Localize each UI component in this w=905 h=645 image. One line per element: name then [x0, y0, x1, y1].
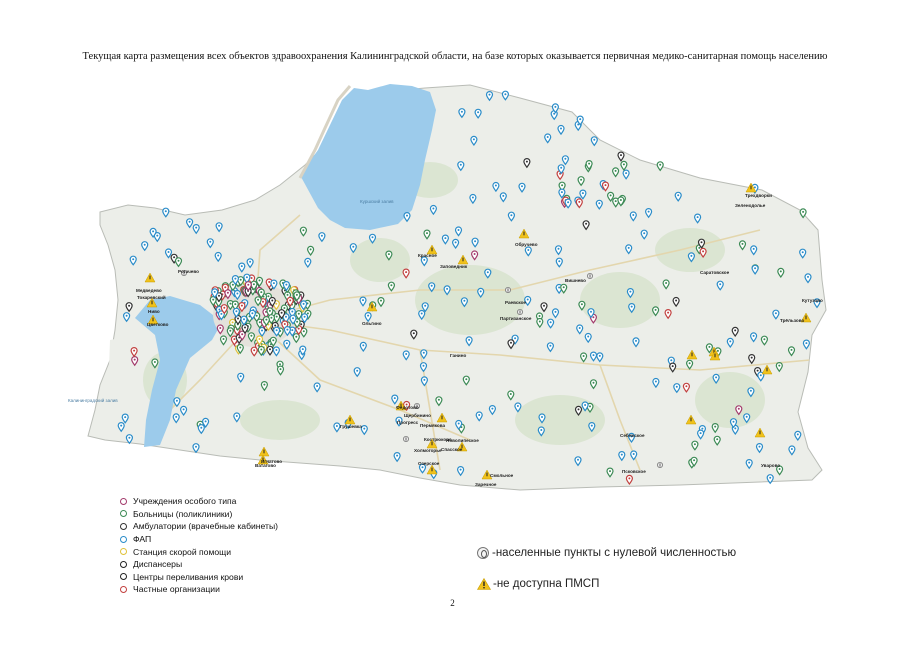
settlement-label: Трёльзово: [780, 318, 805, 323]
water-label-curonian: Куршский залив: [360, 199, 394, 204]
settlement-label: Трехдворки: [745, 193, 772, 198]
settlement-label: Псковское: [622, 469, 646, 474]
warning-triangle-icon: [477, 578, 491, 590]
settlement-label: Токаревский: [137, 295, 166, 300]
legend-color-ring-icon: [120, 498, 127, 505]
settlement-label: Игнатово: [261, 459, 283, 464]
legend-label: Учреждения особого типа: [133, 496, 237, 507]
legend-item: [120, 495, 278, 508]
settlement-label: Ниво: [148, 309, 160, 314]
zero-population-icon[interactable]: [657, 462, 662, 467]
settlement-label: Холмогорье: [414, 448, 442, 453]
settlement-label: Кутузово: [802, 298, 823, 303]
legend-label: Станция скорой помощи: [133, 546, 232, 557]
legend-color-ring-icon: [120, 523, 127, 530]
settlement-label: Медведево: [136, 288, 162, 293]
zero-population-icon[interactable]: [403, 436, 408, 441]
legend-item: [120, 571, 278, 584]
legend-color-ring-icon: [120, 561, 127, 568]
legend-label: ФАП: [133, 534, 152, 545]
settlement-label: Кострюково: [424, 437, 452, 442]
settlement-label: Раевское: [505, 300, 526, 305]
settlement-label: Смольное: [490, 473, 514, 478]
zero-population-legend-item: [477, 537, 736, 568]
settlement-label: Заповедник: [440, 264, 468, 269]
zero-population-legend-label: -населенные пункты с нулевой численностью: [492, 546, 737, 559]
legend-color-ring-icon: [120, 573, 127, 580]
no-pmsp-legend-label: -не доступна ПМСП: [493, 577, 600, 590]
settlement-label: Рогачево: [178, 269, 199, 274]
legend-label: Больницы (поликлиники): [133, 508, 233, 519]
settlement-label: Цветково: [147, 322, 169, 327]
settlement-label: Зеленодолье: [735, 203, 766, 208]
settlement-label: Ватагово: [255, 463, 276, 468]
legend-item: [120, 545, 278, 558]
settlement-label: Уварово: [761, 463, 781, 468]
legend-label: Диспансеры: [133, 559, 183, 570]
legend-color-ring-icon: [120, 548, 127, 555]
symbol-legend: [477, 537, 736, 599]
settlement-label: Партизанское: [500, 316, 532, 321]
zero-population-icon: [477, 547, 489, 559]
settlement-label: Прогресс: [397, 420, 419, 425]
legend-item: [120, 520, 278, 533]
zero-population-icon[interactable]: [505, 287, 510, 292]
settlement-label: Заречное: [475, 482, 497, 487]
settlement-label: Саратовское: [700, 270, 730, 275]
zero-population-icon[interactable]: [517, 309, 522, 314]
settlement-label: Пермякова: [420, 423, 446, 428]
page-number: 2: [450, 598, 455, 608]
settlement-label: Грушевка: [340, 424, 362, 429]
legend-color-ring-icon: [120, 510, 127, 517]
settlement-label: Вишнево: [565, 278, 586, 283]
water-label-calinin: Калининградский залив: [68, 398, 118, 403]
settlement-label: Обручево: [515, 242, 538, 247]
legend-item: [120, 583, 278, 596]
settlement-label: Озерское: [418, 461, 440, 466]
legend-label: Центры переливания крови: [133, 571, 244, 582]
settlement-label: Красное: [418, 253, 437, 258]
legend-item: [120, 533, 278, 546]
settlement-label: Ганино: [450, 353, 467, 358]
legend-item: [120, 508, 278, 521]
no-pmsp-legend-item: [477, 568, 736, 599]
legend-item: [120, 558, 278, 571]
legend-color-ring-icon: [120, 586, 127, 593]
legend-color-ring-icon: [120, 536, 127, 543]
settlement-label: Спасское: [441, 447, 463, 452]
legend-label: Частные организации: [133, 584, 220, 595]
zero-population-icon[interactable]: [587, 273, 592, 278]
settlement-label: Ольгино: [362, 321, 382, 326]
page-title: Текущая карта размещения всех объектов здравоохранения Калининградской области, на базе которых оказывается первичная медико-санитарная помощь населению: [82, 51, 828, 62]
settlement-label: Щербинино: [404, 413, 431, 418]
settlement-label: Федотово: [396, 405, 419, 410]
settlement-label: Новолипеское: [446, 438, 479, 443]
facility-legend: [120, 495, 278, 596]
settlement-label: Себежское: [620, 433, 645, 438]
legend-label: Амбулатории (врачебные кабинеты): [133, 521, 279, 532]
